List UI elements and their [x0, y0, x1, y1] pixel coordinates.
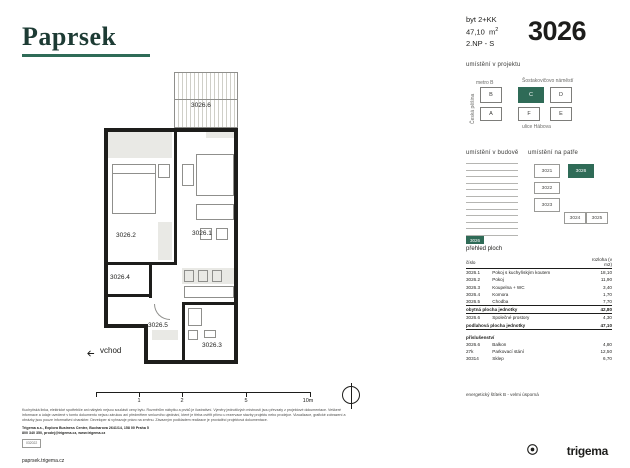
scale-tick: [310, 392, 311, 397]
floor-key-plan: [528, 160, 603, 232]
scale-tick: [139, 392, 140, 397]
footer-site-url[interactable]: paprsek.trigema.cz: [22, 458, 65, 464]
balcony-divider: [174, 99, 238, 100]
furniture-chair-2: [216, 228, 228, 240]
room-label-3026-1: 3026.1: [192, 230, 212, 237]
row-value: 3,40: [603, 284, 612, 290]
row-name: Sklep: [492, 356, 504, 362]
row-name: Balkon: [492, 341, 507, 347]
balcony-outline: [174, 72, 238, 128]
site-block-f: F: [518, 107, 540, 121]
table-row: [466, 355, 612, 362]
row-value: 18,10: [600, 270, 612, 276]
row-value: 6,70: [603, 356, 612, 362]
bathroom-sink: [204, 330, 216, 338]
entrance-label: vchod: [100, 346, 122, 355]
caption-site: umístění v projektu: [466, 62, 521, 68]
row-code: 3026.3: [466, 284, 481, 290]
group-label: příslušenství: [466, 334, 495, 340]
row-name: Společné prostory: [492, 315, 530, 321]
floor-unit-3021: 3021: [534, 164, 560, 178]
row-name: Parkovací stání: [492, 349, 524, 355]
row-code: 3026.1: [466, 270, 481, 276]
caption-areas: přehled ploch: [466, 246, 503, 252]
furniture-table: [196, 204, 234, 220]
floor-unit-3023: 3023: [534, 198, 560, 212]
site-block-a: A: [480, 107, 502, 121]
unit-layout: byt 2+KK: [466, 15, 497, 24]
wall-internal-vertical-1: [174, 128, 177, 264]
row-value: 4,80: [603, 341, 612, 347]
site-block-d: D: [550, 87, 572, 103]
floor-plan-drawing: [96, 72, 311, 372]
col-name: [492, 256, 583, 269]
table-sum-row: [466, 306, 612, 314]
door-swing-1: [154, 304, 170, 320]
wall-bottom: [144, 360, 238, 364]
furniture-sofa: [196, 154, 234, 196]
wall-internal-horizontal-3: [182, 302, 238, 305]
room-label-3026-3: 3026.3: [202, 342, 222, 349]
unit-meta: [466, 14, 536, 49]
room-label-3026-4: 3026.4: [110, 274, 130, 281]
kitchen-sink: [184, 270, 194, 282]
furniture-bed-pillow: [112, 164, 156, 174]
row-code: 3026.6: [466, 341, 481, 347]
street-bottom-label: ulice Hábova: [522, 124, 551, 130]
row-value: 1,70: [603, 291, 612, 297]
site-block-b: B: [480, 87, 502, 103]
site-block-e: E: [550, 107, 572, 121]
row-name: Komora: [492, 291, 509, 297]
footer-company-2: 800 340 350, prodej@trigema.cz, www.trigema.cz: [22, 430, 106, 435]
furniture-armchair: [182, 164, 194, 186]
caption-floor: umístění na patře: [528, 150, 579, 156]
unit-area: 47,10 $m^2$: [466, 27, 499, 37]
wall-internal-horizontal-1: [104, 262, 177, 265]
scale-label-1: 1: [137, 398, 141, 404]
table-group-row: [466, 329, 612, 341]
entrance-arrow-icon: [86, 349, 95, 358]
table-row: [466, 269, 612, 277]
metro-label: metro B: [476, 80, 494, 86]
unit-floor: 2.NP - S: [466, 38, 495, 48]
row-name: Koupelna + WC: [492, 284, 525, 290]
logo-paprsek: Paprsek: [22, 22, 117, 51]
site-plan: [466, 74, 612, 132]
row-code: 30314: [466, 356, 479, 362]
scale-label-2: 2: [180, 398, 184, 404]
table-row: [466, 341, 612, 348]
furniture-wardrobe: [108, 132, 172, 158]
sum-value: 42,80: [583, 306, 612, 314]
row-value: 11,90: [600, 277, 612, 283]
furniture-unit-top: [206, 132, 234, 138]
row-value: 12,50: [600, 349, 612, 355]
scale-bar: [96, 392, 314, 406]
legend-chip: 3026: [466, 236, 484, 244]
table-row: [466, 291, 612, 298]
row-code: 3026.2: [466, 277, 481, 283]
floor-unit-3026: 3026: [568, 164, 594, 178]
street-left-label: Česká pěšina: [470, 93, 476, 124]
row-name: Pokoj: [492, 277, 504, 283]
floor-unit-3024: 3024: [564, 212, 586, 224]
kitchen-lower-cabinets: [184, 286, 234, 298]
scale-label-unit: 10m: [302, 398, 314, 404]
wall-bottom-left: [104, 324, 148, 328]
table-row: [466, 276, 612, 283]
room-label-3026-2: 3026.2: [116, 232, 136, 239]
hall-storage: [152, 330, 178, 340]
room-label-3026-5: 3026.5: [148, 322, 168, 329]
wall-internal-vertical-2: [149, 262, 152, 298]
col-area: rozloha (v m2): [583, 256, 612, 269]
row-name: Chodba: [492, 299, 509, 305]
bathroom-wc: [188, 330, 198, 340]
wall-internal-vertical-3: [182, 302, 185, 364]
table-row: [466, 314, 612, 322]
wall-internal-horizontal-2: [104, 294, 152, 297]
street-top-label: Šostakovičovo náměstí: [522, 78, 574, 84]
areas-table: [466, 256, 612, 362]
site-block-c: C: [518, 87, 544, 103]
energy-label: energetický štítek B - velmi úsporná: [466, 392, 539, 397]
table-row: [466, 284, 612, 291]
scale-tick: [182, 392, 183, 397]
floor-unit-3022: 3022: [534, 182, 560, 194]
kitchen-hob: [198, 270, 208, 282]
room-label-3026-6: 3026.6: [191, 102, 211, 109]
caption-building: umístění v budově: [466, 150, 519, 156]
table-row: [466, 348, 612, 355]
row-code: 27k: [466, 349, 474, 355]
wall-left-lower: [144, 324, 148, 364]
logo-underline: [22, 54, 150, 57]
scale-tick: [96, 392, 97, 397]
scale-line: [96, 392, 311, 393]
footer-disclaimer: Kuchyňská linka, elektrické spotřebiče ani nábytek nejsou součástí ceny bytu. Rozměrům nábytku a prvků je ilustrativní. Výměry jednotlivých místností jsou převzaty z projektové dokumentace. Veškeré informace a údaje uvedené v tomto dokumentu nejsou zárukou ani předmětem smluvního ujednání, které je třeba ověřit přímo u rezervace stavby projektu nebo prodejce. Vizualizace, grafické zobrazení a obrázky jsou pouze informativní charakter. Developer si vyhrazuje právo na změnu. Závazným podkladem realizace je prováděcí projektová dokumentace.: [22, 408, 346, 423]
row-code: 3026.5: [466, 299, 481, 305]
row-value: 7,70: [603, 299, 612, 305]
scale-label-5: 5: [244, 398, 248, 404]
footer-company-1: Trigema a.s., Explora Business Centre, Bucharova 2641/14, 158 00 Praha 5: [22, 425, 149, 430]
col-code: číslo: [466, 256, 492, 269]
trigema-logo-icon: [527, 444, 538, 455]
sum-label: obytná plocha jednotky: [466, 306, 583, 314]
row-value: 4,30: [603, 315, 612, 321]
table-total-row: [466, 322, 612, 330]
unit-number: 3026: [528, 16, 587, 46]
furniture-nightstand: [158, 164, 170, 178]
wall-right: [234, 128, 238, 364]
bathroom-tub: [188, 308, 202, 326]
wall-left: [104, 128, 108, 328]
furniture-closet: [158, 222, 172, 260]
total-value: 47,10: [583, 322, 612, 330]
brand-trigema: trigema: [566, 444, 608, 458]
footer-text: [22, 408, 352, 448]
table-header-row: [466, 256, 612, 269]
footer-stamp: 032022: [22, 439, 41, 448]
kitchen-fridge: [212, 270, 222, 282]
row-code: 3026.4: [466, 291, 481, 297]
north-mark-icon: [342, 386, 360, 404]
scale-tick: [246, 392, 247, 397]
row-name: Pokoj s kuchyňským koutem: [492, 270, 551, 276]
row-code: 3026.6: [466, 315, 481, 321]
floor-unit-3025: 3025: [586, 212, 608, 224]
total-label: podlahová plocha jednotky: [466, 322, 583, 330]
table-row: [466, 298, 612, 306]
building-section-lines: [466, 163, 518, 241]
